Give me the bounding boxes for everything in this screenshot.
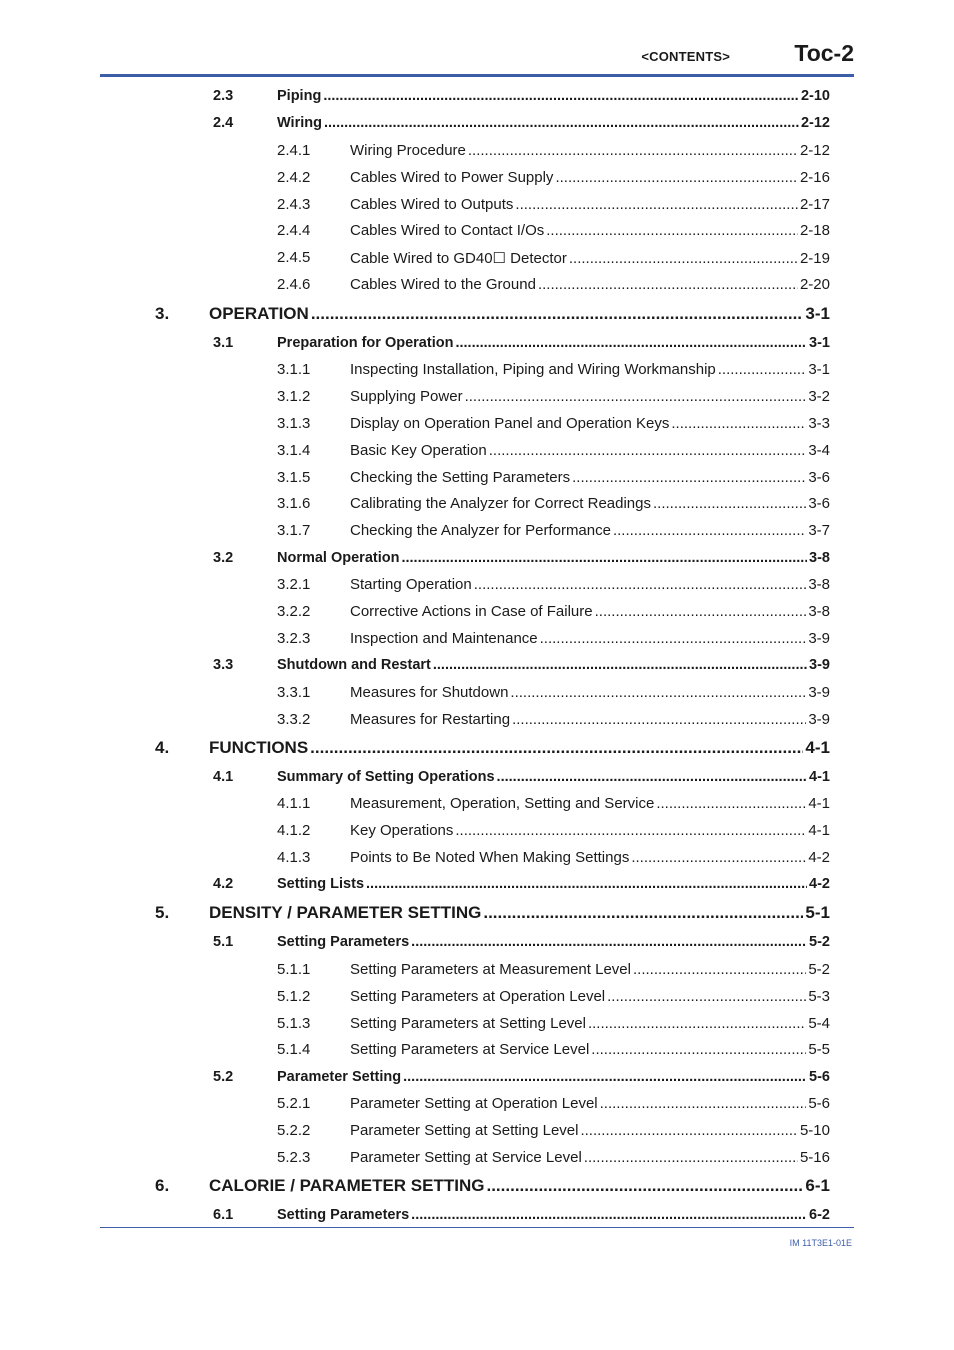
toc-entry-number: 3.1: [213, 334, 234, 351]
toc-entry-title-line: [350, 1122, 830, 1139]
toc-entry-title-line: [350, 442, 830, 459]
toc-entry-title: Inspection and Maintenance: [350, 629, 538, 647]
toc-entry-number: 2.3: [213, 88, 234, 105]
toc-entry-number: 3.1.1: [277, 360, 311, 378]
dot-leader: [656, 795, 806, 812]
toc-entry-page: 2-19: [799, 249, 830, 267]
toc-entry-title-line: [350, 988, 830, 1005]
toc-entry-number: 4.2: [213, 876, 234, 893]
toc-entry-subsection[interactable]: [0, 490, 954, 517]
dot-leader: [540, 630, 807, 647]
toc-entry-title-line: [277, 1207, 830, 1223]
table-of-contents: [0, 83, 954, 1229]
toc-entry-page: 5-3: [808, 987, 830, 1005]
toc-entry-title: Display on Operation Panel and Operation Keys: [350, 414, 670, 432]
contents-label: <CONTENTS>: [641, 49, 730, 64]
dot-leader: [311, 304, 804, 324]
toc-entry-page: 4-1: [809, 768, 830, 785]
toc-entry-page: 5-4: [808, 1014, 830, 1032]
toc-entry-page: 2-10: [800, 88, 830, 105]
toc-entry-subsection[interactable]: [0, 598, 954, 625]
toc-entry-title: OPERATION: [209, 303, 309, 323]
toc-entry-number: 3.1.4: [277, 441, 311, 459]
toc-entry-subsection[interactable]: [0, 217, 954, 244]
dot-leader: [401, 550, 807, 566]
toc-entry-title-line: [350, 522, 830, 539]
toc-entry-title-line: [277, 1069, 830, 1085]
toc-entry-page: 5-1: [805, 903, 830, 923]
toc-entry-title-line: [350, 169, 830, 186]
toc-entry-number: 3.3.1: [277, 683, 311, 701]
dot-leader: [588, 1015, 806, 1032]
toc-entry-section[interactable]: [0, 652, 954, 679]
toc-entry-page: 3-6: [808, 468, 830, 486]
toc-entry-subsection[interactable]: [0, 706, 954, 733]
toc-entry-page: 4-2: [808, 849, 830, 867]
toc-entry-title: Checking the Setting Parameters: [350, 468, 571, 486]
toc-entry-subsection[interactable]: [0, 983, 954, 1010]
toc-entry-title-line: [350, 1095, 830, 1112]
dot-leader: [510, 684, 806, 701]
toc-entry-number: 5.1.1: [277, 960, 311, 978]
toc-entry-subsection[interactable]: [0, 1010, 954, 1037]
toc-entry-title: Measures for Restarting: [350, 710, 511, 728]
toc-entry-page: 5-16: [799, 1149, 830, 1166]
toc-entry-page: 4-1: [808, 822, 830, 840]
dot-leader: [653, 495, 806, 512]
toc-entry-title-line: [277, 335, 830, 351]
toc-entry-title: Basic Key Operation: [350, 441, 487, 459]
toc-entry-page: 3-1: [805, 303, 830, 323]
toc-entry-title: CALORIE / PARAMETER SETTING: [209, 1176, 485, 1196]
dot-leader: [671, 415, 806, 432]
toc-entry-page: 3-4: [808, 441, 830, 459]
toc-entry-title-line: [350, 388, 830, 405]
toc-entry-number: 2.4.5: [277, 249, 311, 267]
toc-entry-title: Shutdown and Restart: [277, 657, 431, 674]
toc-entry-title: Parameter Setting at Operation Level: [350, 1095, 598, 1113]
toc-entry-title-line: [350, 361, 830, 378]
toc-entry-number: 5.2: [213, 1068, 234, 1085]
toc-entry-subsection[interactable]: [0, 1090, 954, 1117]
toc-entry-title-line: [350, 276, 830, 293]
toc-entry-title: Cables Wired to the Ground: [350, 276, 536, 294]
toc-entry-title-line: [350, 603, 830, 620]
dot-leader: [595, 603, 807, 620]
toc-entry-title: Key Operations: [350, 822, 454, 840]
toc-entry-title-line: [277, 657, 830, 673]
toc-entry-title: Measures for Shutdown: [350, 683, 509, 701]
toc-entry-number: 2.4.4: [277, 222, 311, 240]
toc-entry-subsection[interactable]: [0, 191, 954, 218]
toc-entry-chapter[interactable]: [0, 1171, 954, 1202]
toc-entry-subsection[interactable]: [0, 625, 954, 652]
toc-entry-title: DENSITY / PARAMETER SETTING: [209, 903, 482, 923]
toc-entry-subsection[interactable]: [0, 464, 954, 491]
toc-entry-page: 5-2: [808, 960, 830, 978]
toc-entry-number: 5.2.3: [277, 1149, 311, 1166]
toc-entry-number: 2.4: [213, 115, 234, 132]
toc-entry-number: 5.1: [213, 934, 234, 951]
toc-entry-title-line: [277, 934, 830, 950]
toc-entry-page: 4-1: [808, 795, 830, 813]
toc-entry-title: Setting Parameters at Service Level: [350, 1041, 590, 1059]
toc-entry-section[interactable]: [0, 544, 954, 571]
toc-entry-title: Starting Operation: [350, 576, 472, 594]
toc-entry-page: 3-8: [808, 576, 830, 594]
toc-entry-subsection[interactable]: [0, 356, 954, 383]
dot-leader: [455, 335, 807, 351]
toc-entry-title-line: [350, 961, 830, 978]
toc-entry-subsection[interactable]: [0, 244, 954, 271]
toc-entry-number: 4.: [155, 737, 170, 757]
toc-entry-number: 3.3: [213, 657, 234, 674]
toc-entry-title: Cables Wired to Outputs: [350, 195, 514, 213]
dot-leader: [489, 442, 807, 459]
toc-entry-title-line: [350, 576, 830, 593]
toc-entry-title: Calibrating the Analyzer for Correct Readings: [350, 495, 651, 513]
toc-entry-page: 2-18: [799, 222, 830, 240]
dot-leader: [433, 657, 807, 673]
toc-entry-page: 5-6: [808, 1095, 830, 1113]
toc-entry-page: 2-16: [799, 168, 830, 186]
toc-entry-title-line: [277, 115, 830, 131]
toc-entry-section[interactable]: [0, 110, 954, 137]
toc-entry-number: 5.: [155, 903, 170, 923]
toc-entry-title: Preparation for Operation: [277, 334, 454, 351]
toc-entry-page: 6-1: [805, 1176, 830, 1196]
toc-entry-title: Cable Wired to GD40☐ Detector: [350, 249, 567, 267]
toc-entry-section[interactable]: [0, 1063, 954, 1090]
toc-entry-number: 5.1.2: [277, 987, 311, 1005]
toc-entry-number: 4.1.1: [277, 795, 311, 813]
toc-entry-number: 3.1.2: [277, 387, 311, 405]
toc-entry-page: 5-5: [808, 1041, 830, 1059]
dot-leader: [613, 522, 806, 539]
toc-entry-title-line: [350, 1149, 830, 1166]
toc-entry-title-line: [350, 630, 830, 647]
toc-entry-number: 3.: [155, 303, 170, 323]
toc-entry-subsection[interactable]: [0, 137, 954, 164]
toc-entry-title-line: [350, 711, 830, 728]
toc-entry-page: 3-1: [809, 334, 830, 351]
toc-entry-chapter[interactable]: [0, 732, 954, 763]
dot-leader: [474, 576, 807, 593]
toc-entry-chapter[interactable]: [0, 898, 954, 929]
toc-entry-subsection[interactable]: [0, 1037, 954, 1064]
toc-entry-title-line: [350, 822, 830, 839]
toc-entry-title-line: [209, 903, 830, 923]
dot-leader: [323, 88, 799, 104]
toc-entry-section[interactable]: [0, 83, 954, 110]
toc-entry-title-line: [350, 196, 830, 213]
toc-entry-title-line: [350, 1015, 830, 1032]
toc-entry-number: 4.1: [213, 768, 234, 785]
toc-entry-page: 3-7: [808, 522, 830, 540]
dot-leader: [403, 1069, 807, 1085]
toc-entry-subsection[interactable]: [0, 956, 954, 983]
toc-entry-page: 6-2: [809, 1207, 830, 1224]
toc-entry-title-line: [277, 550, 830, 566]
toc-entry-title: Wiring: [277, 115, 322, 132]
toc-entry-title-line: [350, 142, 830, 159]
dot-leader: [324, 115, 799, 131]
dot-leader: [310, 738, 803, 758]
toc-entry-page: 4-1: [805, 737, 830, 757]
toc-entry-title: Setting Parameters at Setting Level: [350, 1014, 586, 1032]
page-header: [100, 40, 854, 76]
dot-leader: [411, 1207, 807, 1223]
toc-entry-title-line: [350, 415, 830, 432]
toc-entry-page: 5-10: [799, 1122, 830, 1140]
toc-entry-title: Piping: [277, 88, 322, 105]
toc-entry-subsection[interactable]: [0, 571, 954, 598]
toc-entry-page: 2-12: [800, 115, 830, 132]
toc-entry-title-line: [350, 849, 830, 866]
toc-entry-page: 3-9: [808, 683, 830, 701]
toc-entry-number: 3.2.2: [277, 602, 311, 620]
toc-entry-title-line: [350, 495, 830, 512]
toc-entry-title: Points to Be Noted When Making Settings: [350, 849, 630, 867]
toc-entry-title: Wiring Procedure: [350, 141, 466, 159]
toc-entry-section[interactable]: [0, 929, 954, 956]
dot-leader: [718, 361, 807, 378]
dot-leader: [455, 822, 806, 839]
header-rule: [100, 74, 854, 77]
toc-entry-page: 2-12: [799, 141, 830, 159]
dot-leader: [366, 876, 807, 892]
toc-entry-section[interactable]: [0, 1202, 954, 1229]
toc-entry-title-line: [209, 1176, 830, 1196]
toc-entry-title: Cables Wired to Power Supply: [350, 168, 554, 186]
toc-entry-number: 2.4.3: [277, 195, 311, 213]
dot-leader: [555, 169, 798, 186]
toc-entry-title-line: [209, 304, 830, 324]
toc-entry-subsection[interactable]: [0, 437, 954, 464]
toc-entry-title-line: [350, 1041, 830, 1058]
toc-entry-page: 4-2: [809, 876, 830, 893]
toc-entry-title: Inspecting Installation, Piping and Wiring Workmanship: [350, 360, 716, 378]
toc-entry-title-line: [350, 469, 830, 486]
toc-entry-title: FUNCTIONS: [209, 737, 309, 757]
toc-entry-title-line: [277, 876, 830, 892]
dot-leader: [569, 250, 798, 267]
toc-entry-number: 3.3.2: [277, 710, 311, 728]
toc-entry-title: Parameter Setting at Service Level: [350, 1149, 582, 1166]
toc-entry-subsection[interactable]: [0, 271, 954, 298]
dot-leader: [631, 849, 806, 866]
toc-entry-number: 2.4.6: [277, 276, 311, 294]
toc-entry-title-line: [277, 88, 830, 104]
toc-entry-number: 3.1.3: [277, 414, 311, 432]
toc-entry-title: Setting Parameters: [277, 934, 410, 951]
toc-entry-title-line: [350, 684, 830, 701]
toc-entry-number: 2.4.2: [277, 168, 311, 186]
dot-leader: [411, 934, 807, 950]
toc-entry-chapter[interactable]: [0, 298, 954, 329]
toc-entry-number: 3.1.7: [277, 522, 311, 540]
toc-entry-subsection[interactable]: [0, 790, 954, 817]
toc-entry-title: Checking the Analyzer for Performance: [350, 522, 611, 540]
toc-entry-title: Setting Lists: [277, 876, 365, 893]
toc-entry-number: 3.1.6: [277, 495, 311, 513]
toc-entry-section[interactable]: [0, 763, 954, 790]
toc-entry-page: 3-1: [808, 360, 830, 378]
toc-entry-number: 6.: [155, 1176, 170, 1196]
toc-entry-number: 3.1.5: [277, 468, 311, 486]
toc-entry-page: 2-17: [799, 195, 830, 213]
dot-leader: [486, 1176, 803, 1196]
toc-entry-title: Parameter Setting at Setting Level: [350, 1122, 579, 1140]
toc-entry-subsection[interactable]: [0, 410, 954, 437]
toc-entry-title-line: [350, 249, 830, 267]
document-id: IM 11T3E1-01E: [789, 1238, 852, 1248]
toc-entry-page: 3-8: [809, 549, 830, 566]
toc-entry-page: 3-9: [808, 629, 830, 647]
toc-entry-subsection[interactable]: [0, 1117, 954, 1144]
toc-entry-page: 3-8: [808, 602, 830, 620]
toc-entry-number: 4.1.3: [277, 849, 311, 867]
dot-leader: [607, 988, 806, 1005]
dot-leader: [546, 222, 798, 239]
dot-leader: [591, 1041, 806, 1058]
footer-rule: [100, 1227, 854, 1228]
toc-entry-title: Setting Parameters: [277, 1207, 410, 1224]
toc-entry-number: 6.1: [213, 1207, 234, 1224]
toc-entry-title: Summary of Setting Operations: [277, 768, 495, 785]
toc-entry-number: 5.2.2: [277, 1122, 311, 1140]
toc-entry-subsection[interactable]: [0, 817, 954, 844]
toc-entry-title: Normal Operation: [277, 549, 400, 566]
dot-leader: [468, 142, 798, 159]
toc-entry-page: 3-3: [808, 414, 830, 432]
toc-entry-title: Measurement, Operation, Setting and Service: [350, 795, 655, 813]
toc-entry-title-line: [277, 769, 830, 785]
toc-entry-title-line: [209, 738, 830, 758]
dot-leader: [600, 1095, 807, 1112]
toc-entry-title: Supplying Power: [350, 387, 463, 405]
dot-leader: [483, 903, 803, 923]
toc-entry-number: 5.1.3: [277, 1014, 311, 1032]
toc-entry-title: Parameter Setting: [277, 1068, 402, 1085]
toc-entry-title: Setting Parameters at Operation Level: [350, 987, 606, 1005]
toc-entry-subsection[interactable]: [0, 164, 954, 191]
toc-entry-title: Setting Parameters at Measurement Level: [350, 960, 631, 978]
toc-entry-section[interactable]: [0, 329, 954, 356]
toc-entry-page: 3-2: [808, 387, 830, 405]
toc-entry-number: 4.1.2: [277, 822, 311, 840]
toc-entry-subsection[interactable]: [0, 517, 954, 544]
dot-leader: [572, 469, 806, 486]
toc-entry-subsection[interactable]: [0, 383, 954, 410]
toc-entry-subsection[interactable]: [0, 679, 954, 706]
toc-entry-page: 5-6: [809, 1068, 830, 1085]
dot-leader: [465, 388, 807, 405]
toc-entry-page: 3-9: [808, 710, 830, 728]
toc-entry-page: 3-6: [808, 495, 830, 513]
toc-entry-page: 2-20: [799, 276, 830, 294]
toc-entry-title-line: [350, 795, 830, 812]
toc-entry-title: Cables Wired to Contact I/Os: [350, 222, 545, 240]
dot-leader: [497, 769, 807, 785]
toc-entry-number: 3.2.1: [277, 576, 311, 594]
toc-entry-page: 5-2: [809, 934, 830, 951]
toc-entry-subsection[interactable]: [0, 844, 954, 871]
toc-entry-subsection[interactable]: [0, 1144, 954, 1171]
toc-entry-title: Corrective Actions in Case of Failure: [350, 602, 593, 620]
dot-leader: [515, 196, 798, 213]
toc-entry-number: 2.4.1: [277, 141, 311, 159]
toc-entry-number: 3.2: [213, 549, 234, 566]
toc-entry-number: 5.2.1: [277, 1095, 311, 1113]
toc-entry-number: 5.1.4: [277, 1041, 311, 1059]
dot-leader: [633, 961, 806, 978]
toc-entry-page: 3-9: [809, 657, 830, 674]
dot-leader: [580, 1122, 798, 1139]
page-number-label: Toc-2: [794, 40, 854, 66]
toc-entry-section[interactable]: [0, 871, 954, 898]
dot-leader: [512, 711, 806, 728]
toc-entry-number: 3.2.3: [277, 629, 311, 647]
toc-entry-title-line: [350, 222, 830, 239]
dot-leader: [538, 276, 798, 293]
dot-leader: [584, 1149, 798, 1166]
